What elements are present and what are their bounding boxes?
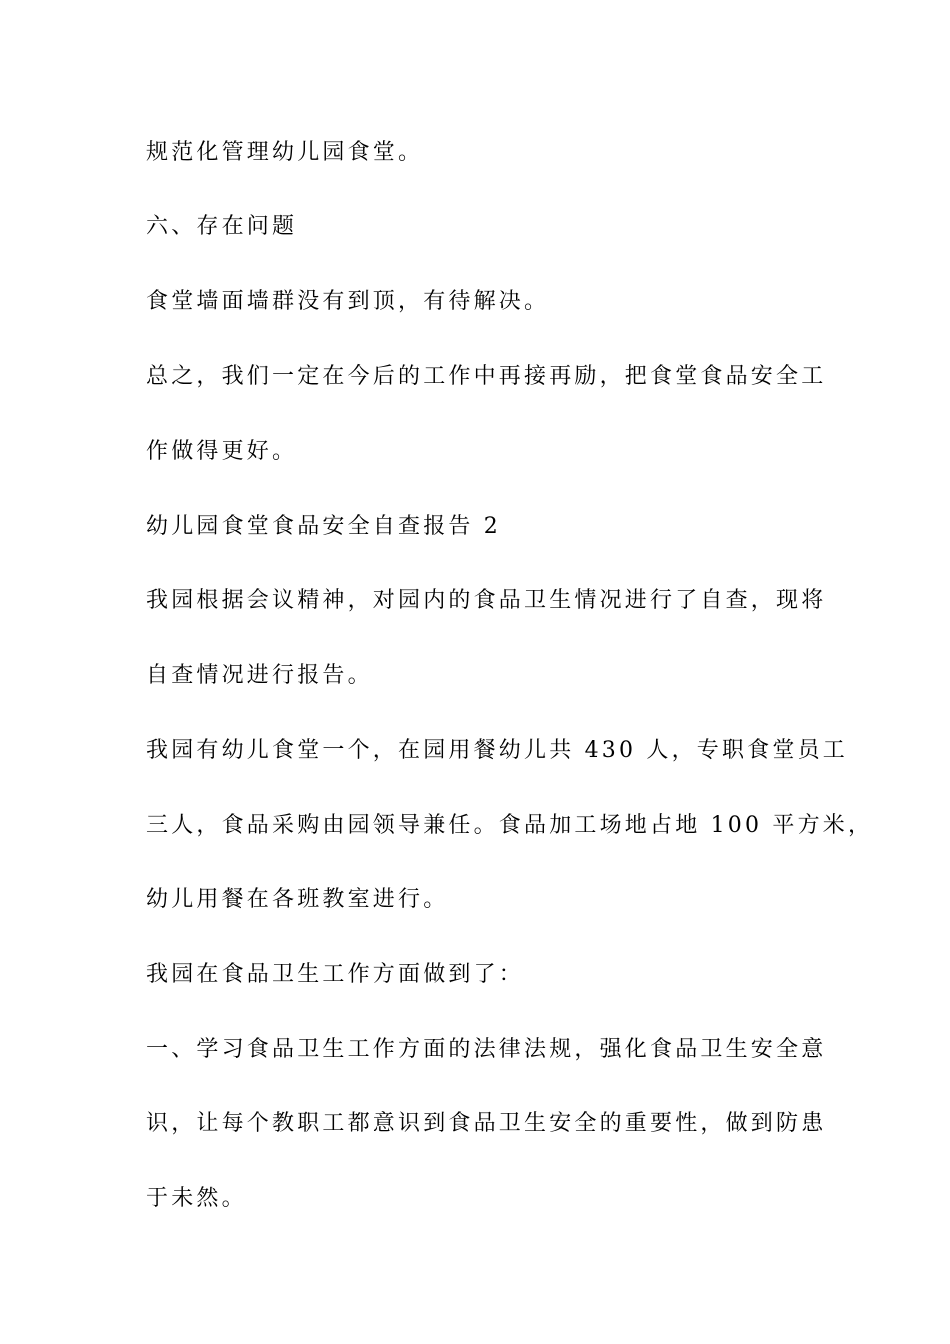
paragraph-line: 作做得更好。 bbox=[146, 439, 298, 464]
paragraph-line: 食堂墙面墙群没有到顶，有待解决。 bbox=[146, 289, 550, 314]
section-heading: 六、存在问题 bbox=[146, 214, 298, 239]
paragraph-line: 自查情况进行报告。 bbox=[146, 663, 373, 688]
paragraph-line: 三人，食品采购由园领导兼任。食品加工场地占地 100 平方米， bbox=[146, 813, 874, 838]
paragraph-line: 规范化管理幼儿园食堂。 bbox=[146, 140, 424, 165]
section-heading: 一、学习食品卫生工作方面的法律法规，强化食品卫生安全意 bbox=[146, 1037, 827, 1062]
paragraph-line: 总之，我们一定在今后的工作中再接再励，把食堂食品安全工 bbox=[146, 364, 827, 389]
paragraph-line: 于未然。 bbox=[146, 1186, 247, 1211]
paragraph-line: 我园根据会议精神，对园内的食品卫生情况进行了自查，现将 bbox=[146, 588, 827, 613]
paragraph-line: 识，让每个教职工都意识到食品卫生安全的重要性，做到防患 bbox=[146, 1111, 827, 1136]
paragraph-line: 幼儿用餐在各班教室进行。 bbox=[146, 887, 449, 912]
report-title: 幼儿园食堂食品安全自查报告 2 bbox=[146, 514, 501, 539]
paragraph-line: 我园有幼儿食堂一个，在园用餐幼儿共 430 人，专职食堂员工 bbox=[146, 738, 848, 763]
paragraph-line: 我园在食品卫生工作方面做到了： bbox=[146, 962, 525, 987]
